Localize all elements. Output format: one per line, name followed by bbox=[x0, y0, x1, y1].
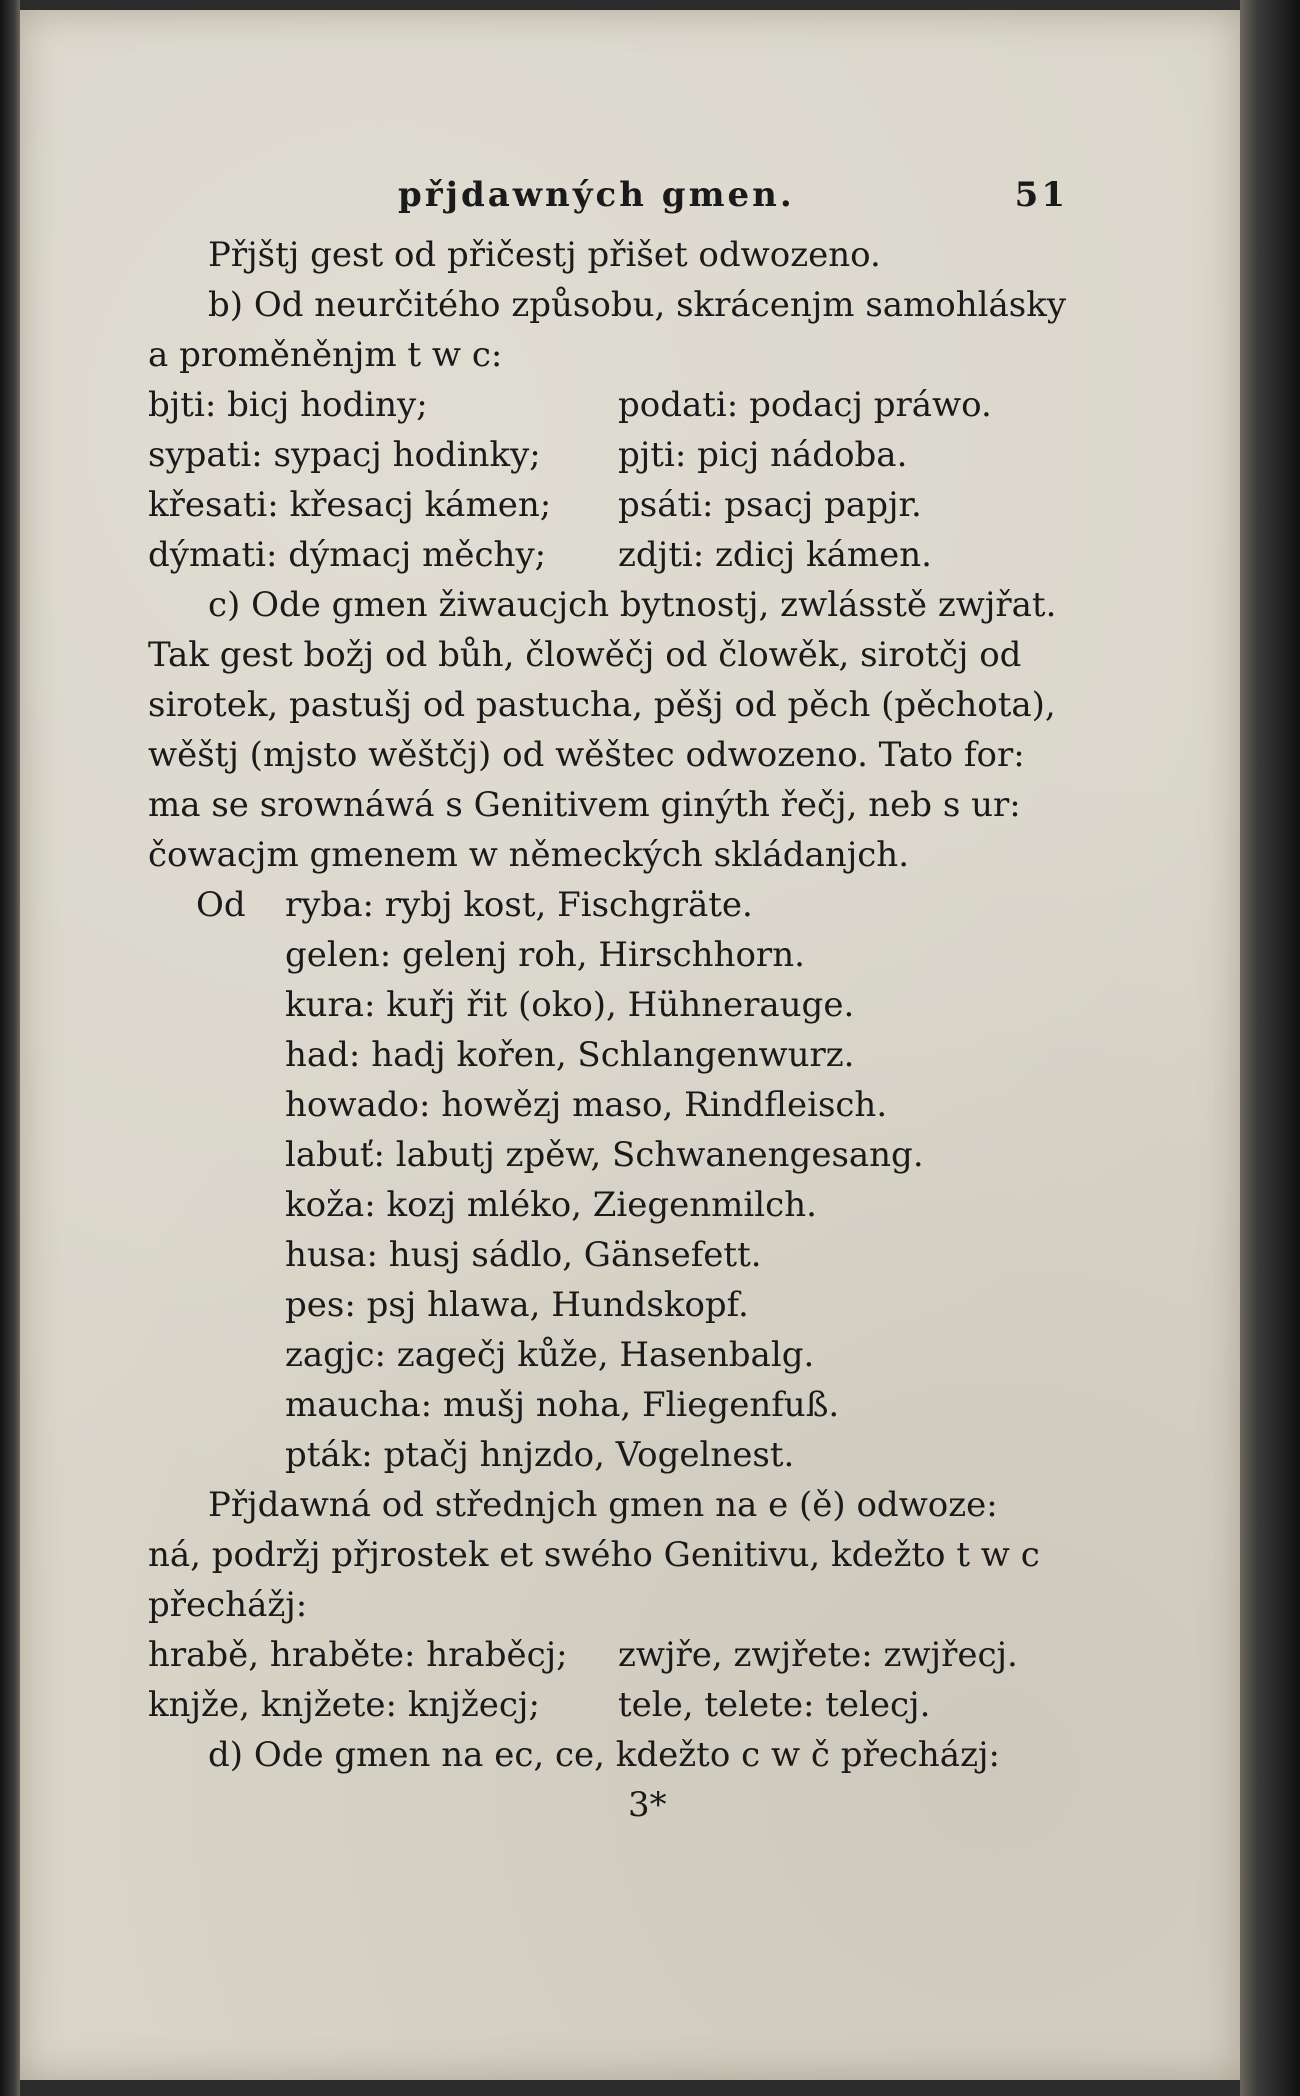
pair-row bbox=[148, 380, 1068, 430]
running-header bbox=[148, 170, 1068, 220]
text-line: a proměněnjm t w c: bbox=[148, 335, 503, 375]
text-line: Přjdawná od střednjch gmen na e (ě) odwoze: bbox=[208, 1485, 998, 1525]
example-row: kura: kuřj řit (oko), Hühnerauge. bbox=[285, 985, 855, 1025]
examples-list bbox=[148, 880, 1068, 1480]
text-line: ma se srownáwá s Genitivem ginýth řečj, neb s ur: bbox=[148, 785, 1021, 825]
pair-row bbox=[148, 1680, 1068, 1730]
header-title: přjdawných gmen. bbox=[398, 175, 795, 215]
example-row bbox=[148, 880, 1068, 930]
paragraph-c bbox=[148, 630, 1068, 880]
page-text bbox=[148, 170, 1068, 1830]
section-d-heading: d) Ode gmen na ec, ce, kdežto c w č přecházj: bbox=[208, 1735, 1000, 1775]
example-row: gelen: gelenj roh, Hirschhorn. bbox=[285, 935, 805, 975]
example-row: pták: ptačj hnjzdo, Vogelnest. bbox=[285, 1435, 795, 1475]
example-row: howado: howězj maso, Rindfleisch. bbox=[285, 1085, 888, 1125]
pair-right: tele, telete: telecj. bbox=[618, 1685, 931, 1725]
pair-right: zwjře, zwjřete: zwjřecj. bbox=[618, 1635, 1018, 1675]
pair-row bbox=[148, 1630, 1068, 1680]
pair-left: bjti: bicj hodiny; bbox=[148, 385, 428, 425]
right-book-edge bbox=[1240, 0, 1300, 2096]
page-number: 51 bbox=[1014, 175, 1068, 215]
catchword: 3* bbox=[628, 1785, 667, 1825]
pair-left: hrabě, hraběte: hraběcj; bbox=[148, 1635, 568, 1675]
text-line: ná, podržj přjrostek et swého Genitivu, kdežto t w c bbox=[148, 1535, 1040, 1575]
paragraph-d bbox=[148, 1480, 1068, 1630]
pair-right: podati: podacj práwo. bbox=[618, 385, 992, 425]
example-row: koža: kozj mléko, Ziegenmilch. bbox=[285, 1185, 817, 1225]
example-pairs-2 bbox=[148, 1630, 1068, 1730]
pair-row bbox=[148, 430, 1068, 480]
example-row: husa: husj sádlo, Gänsefett. bbox=[285, 1235, 762, 1275]
example-row: pes: psj hlawa, Hundskopf. bbox=[285, 1285, 749, 1325]
pair-left: dýmati: dýmacj měchy; bbox=[148, 535, 547, 575]
pair-right: pjti: picj nádoba. bbox=[618, 435, 908, 475]
section-c-heading: c) Ode gmen žiwaucjch bytnostj, zwlásstě zwjřat. bbox=[208, 585, 1057, 625]
example-row: zagjc: zagečj kůže, Hasenbalg. bbox=[285, 1335, 815, 1375]
pair-right: psáti: psacj papjr. bbox=[618, 485, 922, 525]
text-line: přechážj: bbox=[148, 1585, 308, 1625]
text-line: čowacjm gmenem w německých skládanjch. bbox=[148, 835, 910, 875]
pair-left: sypati: sypacj hodinky; bbox=[148, 435, 541, 475]
left-book-edge bbox=[0, 0, 20, 2096]
text-line: b) Od neurčitého způsobu, skrácenjm samohlásky bbox=[208, 285, 1067, 325]
example-row: had: hadj kořen, Schlangenwurz. bbox=[285, 1035, 855, 1075]
pair-row bbox=[148, 530, 1068, 580]
text-line: wěštj (mjsto wěštčj) od wěštec odwozeno. Tato for: bbox=[148, 735, 1025, 775]
example-text: ryba: rybj kost, Fischgräte. bbox=[285, 885, 753, 925]
book-page bbox=[20, 10, 1240, 2080]
pair-left: křesati: křesacj kámen; bbox=[148, 485, 552, 525]
example-pairs-1 bbox=[148, 380, 1068, 580]
text-line: Přjštj gest od přičestj přišet odwozeno. bbox=[208, 235, 881, 275]
example-row: maucha: mušj noha, Fliegenfuß. bbox=[285, 1385, 840, 1425]
text-line: sirotek, pastušj od pastucha, pěšj od pěch (pěchota), bbox=[148, 685, 1056, 725]
pair-right: zdjti: zdicj kámen. bbox=[618, 535, 932, 575]
pair-row bbox=[148, 480, 1068, 530]
text-line: Tak gest božj od bůh, člowěčj od člowěk, sirotčj od bbox=[148, 635, 1022, 675]
pair-left: knjže, knjžete: knjžecj; bbox=[148, 1685, 540, 1725]
od-word: Od bbox=[196, 885, 246, 925]
example-row: labuť: labutj zpěw, Schwanengesang. bbox=[285, 1135, 924, 1175]
